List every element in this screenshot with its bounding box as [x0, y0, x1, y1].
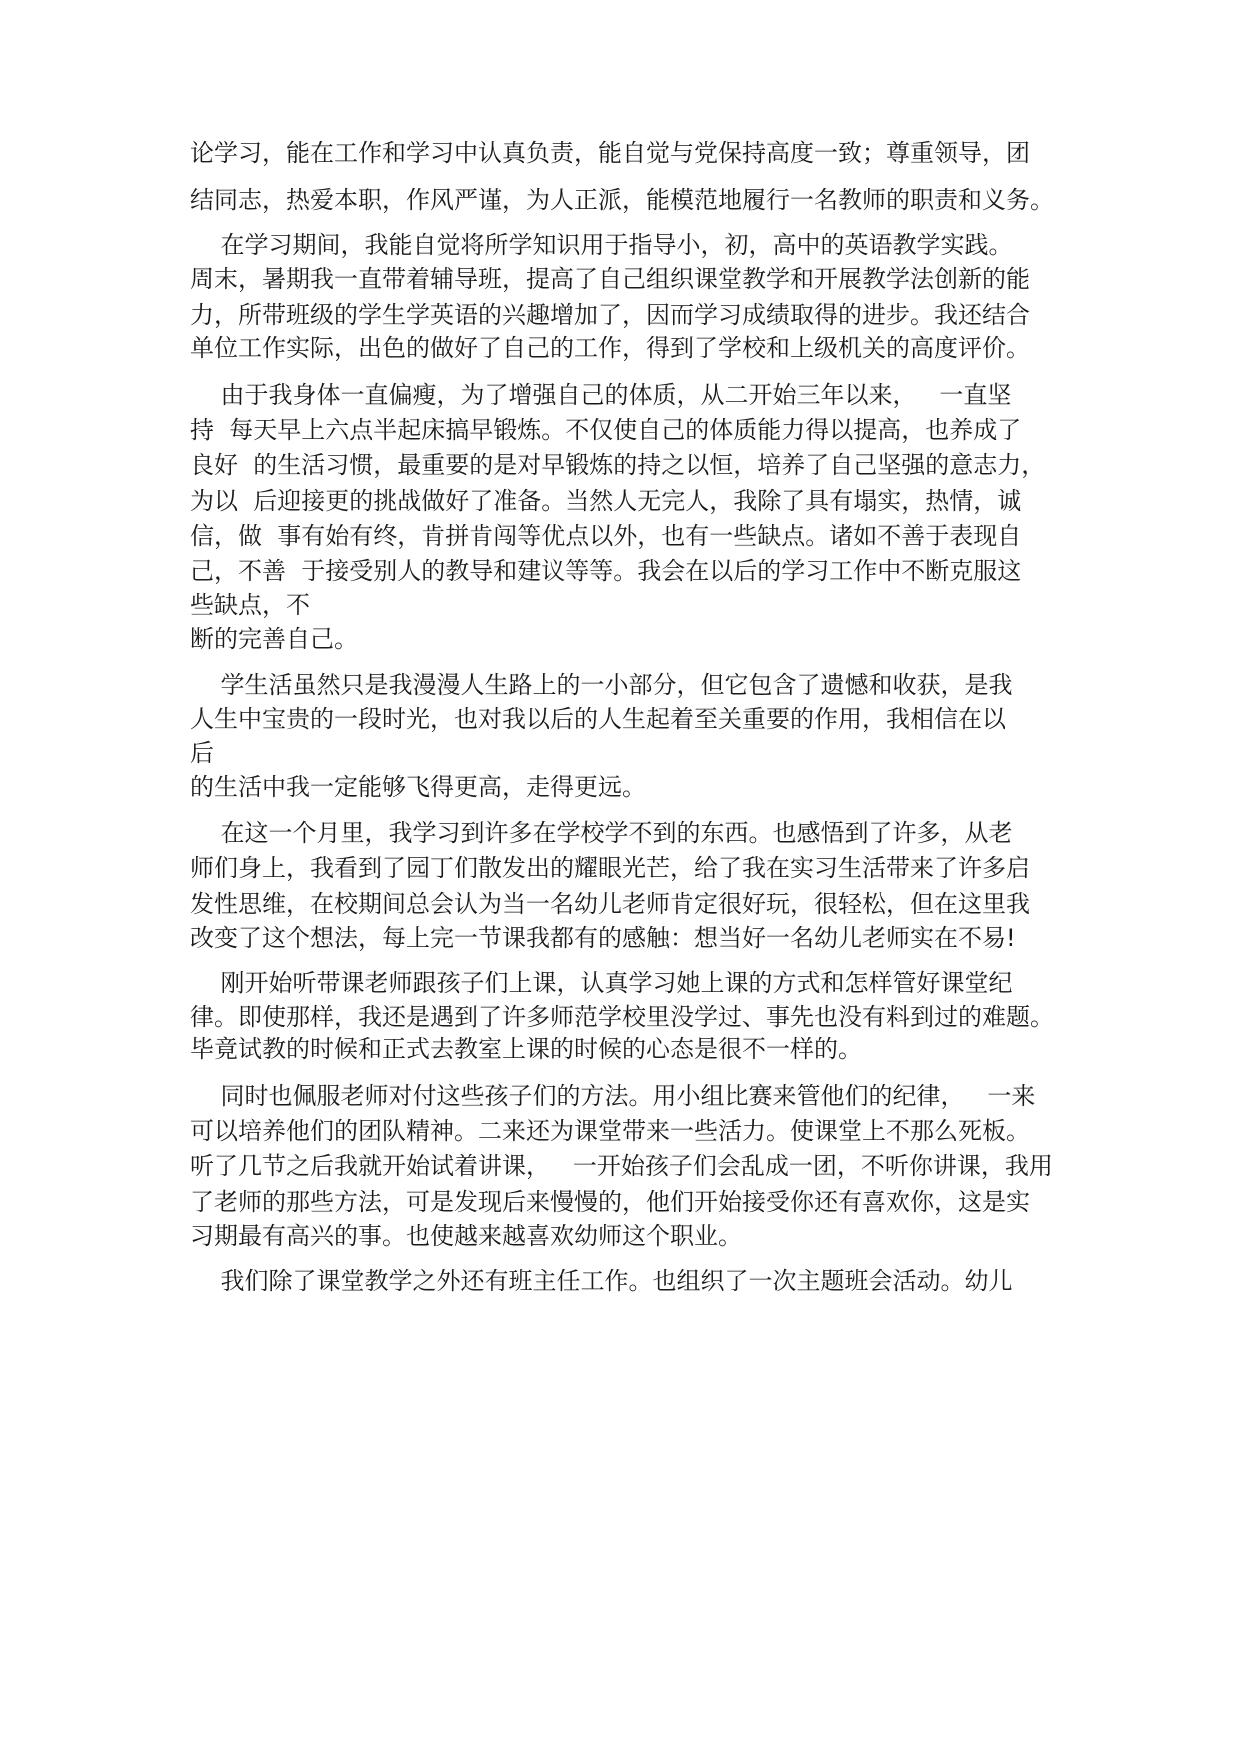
text-line: 论学习，能在工作和学习中认真负责，能自觉与党保持高度一致；尊重领导，团 — [190, 139, 1030, 167]
text-line: 毕竟试教的时候和正式去教室上课的时候的心态是很不一样的。 — [190, 1035, 862, 1063]
text-line: 我们除了课堂教学之外还有班主任工作。也组织了一次主题班会活动。幼儿 — [190, 1267, 1013, 1295]
text-line: 人生中宝贵的一段时光，也对我以后的人生起着至关重要的作用，我相信在以 — [190, 705, 1006, 733]
text-line: 持 每天早上六点半起床搞早锻炼。不仅使自己的体质能力得以提高，也养成了 — [190, 416, 1022, 444]
text-line: 听了几节之后我就开始试着讲课， 一开始孩子们会乱成一团，不听你讲课，我用 — [190, 1152, 1053, 1180]
text-line: 改变了这个想法，每上完一节课我都有的感触：想当好一名幼儿老师实在不易! — [190, 924, 1016, 952]
text-line: 律。即使那样，我还是遇到了许多师范学校里没学过、事先也没有料到过的难题。 — [190, 1003, 1054, 1031]
text-line: 结同志，热爱本职，作风严谨，为人正派，能模范地履行一名教师的职责和义务。 — [190, 186, 1054, 214]
text-line: 同时也佩服老师对付这些孩子们的方法。用小组比赛来管他们的纪律， 一来 — [190, 1082, 1036, 1110]
text-line: 由于我身体一直偏瘦，为了增强自己的体质，从二开始三年以来， 一直坚 — [190, 381, 1012, 409]
text-line: 的生活中我一定能够飞得更高，走得更远。 — [190, 773, 646, 801]
text-line: 习期最有高兴的事。也使越来越喜欢幼师这个职业。 — [190, 1222, 742, 1250]
text-line: 可以培养他们的团队精神。二来还为课堂带来一些活力。使课堂上不那么死板。 — [190, 1117, 1030, 1145]
text-line: 断的完善自己。 — [190, 625, 358, 653]
text-line: 些缺点，不 — [190, 591, 310, 619]
text-line: 了老师的那些方法，可是发现后来慢慢的，他们开始接受你还有喜欢你，这是实 — [190, 1188, 1030, 1216]
text-line: 单位工作实际，出色的做好了自己的工作，得到了学校和上级机关的高度评价。 — [190, 334, 1030, 362]
text-line: 发性思维，在校期间总会认为当一名幼儿老师肯定很好玩，很轻松，但在这里我 — [190, 890, 1030, 918]
text-line: 刚开始听带课老师跟孩子们上课，认真学习她上课的方式和怎样管好课堂纪 — [190, 969, 1013, 997]
text-line: 为以 后迎接更的挑战做好了准备。当然人无完人，我除了具有塌实，热情，诚 — [190, 487, 1022, 515]
text-line: 学生活虽然只是我漫漫人生路上的一小部分，但它包含了遗憾和收获，是我 — [190, 671, 1013, 699]
text-line: 周末，暑期我一直带着辅导班，提高了自己组织课堂教学和开展教学法创新的能 — [190, 265, 1030, 293]
text-line: 后 — [190, 739, 214, 767]
text-line: 良好 的生活习惯，最重要的是对早锻炼的持之以恒，培养了自己坚强的意志力， — [190, 451, 1046, 479]
text-line: 在这一个月里，我学习到许多在学校学不到的东西。也感悟到了许多，从老 — [190, 819, 1013, 847]
text-line: 在学习期间，我能自觉将所学知识用于指导小，初，高中的英语教学实践。 — [190, 231, 1013, 259]
text-line: 力，所带班级的学生学英语的兴趣增加了，因而学习成绩取得的进步。我还结合 — [190, 301, 1030, 329]
text-line: 师们身上，我看到了园丁们散发出的耀眼光芒，给了我在实习生活带来了许多启 — [190, 854, 1030, 882]
text-line: 信，做 事有始有终，肯拼肯闯等优点以外，也有一些缺点。诸如不善于表现自 — [190, 522, 1022, 550]
text-line: 己，不善 于接受别人的教导和建议等等。我会在以后的学习工作中不断克服这 — [190, 557, 1022, 585]
